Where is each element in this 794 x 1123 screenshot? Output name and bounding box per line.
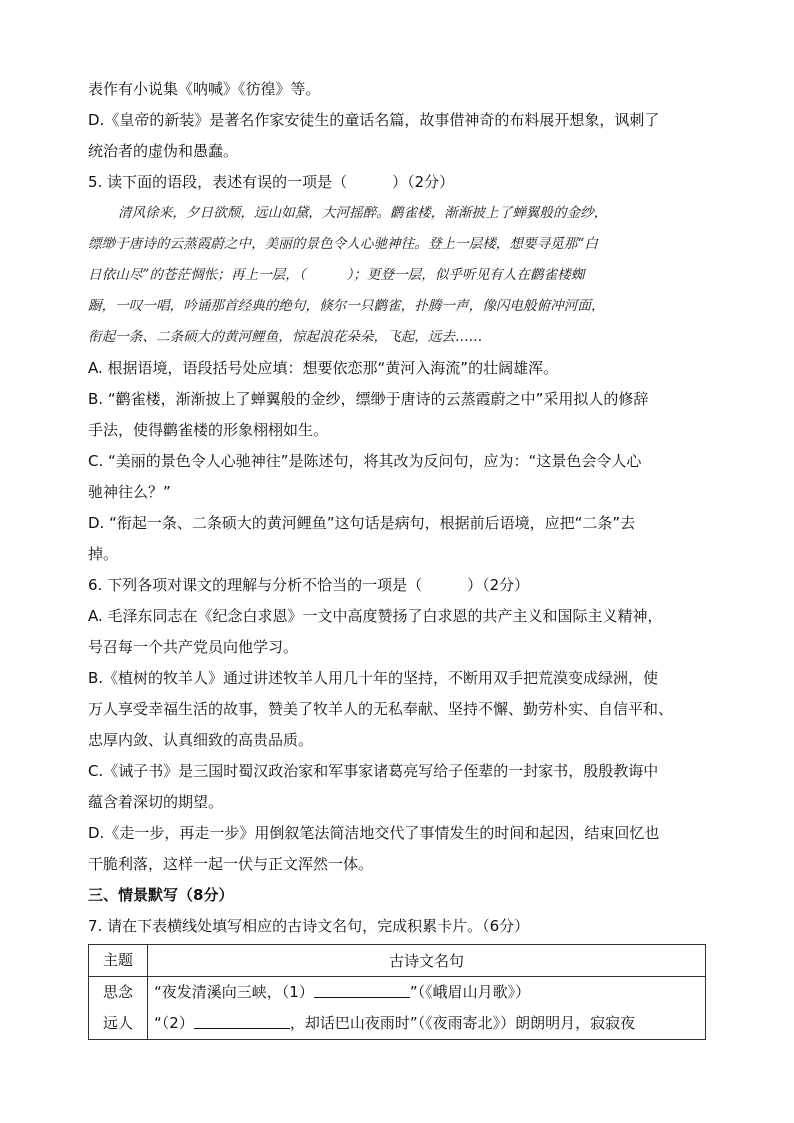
text-line: 驰神往么？” <box>88 483 171 501</box>
passage-line: 缥缈于唐诗的云蒸霞蔚之中，美丽的景色令人心驰神往。登上一层楼，想要寻觅那“白 <box>88 236 598 252</box>
text-line: 忠厚内敛、认真细致的高贵品质。 <box>88 731 314 749</box>
table-row <box>89 977 706 1040</box>
text-line: 统治者的虚伪和愚蠢。 <box>88 142 239 160</box>
question-5: 5. 读下面的语段，表述有误的一项是（ ）（2分） <box>88 173 455 191</box>
poem-text: ”（《峨眉山月歌》） <box>409 983 531 1001</box>
poem-text: “（2） <box>154 1014 194 1032</box>
header-lines: 古诗文名句 <box>148 945 706 977</box>
exam-page <box>88 74 706 1040</box>
passage-line: 蹰，一叹一唱，吟诵那首经典的绝句，倏尔一只鹳雀，扑腾一声，像闪电般俯冲河面， <box>88 298 605 314</box>
text-line: 掉。 <box>88 545 119 563</box>
passage-line: 清风徐来，夕日欲颓，远山如黛，大河摇醉。鹳雀楼，渐渐披上了蝉翼般的金纱， <box>118 205 608 221</box>
text-line: 手法，使得鹳雀楼的形象栩栩如生。 <box>88 421 329 439</box>
question-7: 7. 请在下表横线处填写相应的古诗文名句，完成积累卡片。（6分） <box>88 917 530 935</box>
text-line: 号召每一个共产党员向他学习。 <box>88 638 299 656</box>
theme-text: 思念 <box>102 983 133 1001</box>
header-theme: 主题 <box>89 945 148 977</box>
option-b-q6: B.《植树的牧羊人》通过讲述牧羊人用几十年的坚持，不断用双手把荒漠变成绿洲，使 <box>88 669 659 687</box>
text-line: 蕴含着深切的期望。 <box>88 793 224 811</box>
theme-cell <box>89 977 148 1040</box>
text-line: 干脆利落，这样一起一伏与正文浑然一体。 <box>88 855 374 873</box>
passage-line: 衔起一条、二条硕大的黄河鲤鱼，惊起浪花朵朵，飞起，远去…… <box>88 329 483 345</box>
text-line: 表作有小说集《呐喊》《彷徨》等。 <box>88 80 321 98</box>
option-d-q4: D.《皇帝的新装》是著名作家安徒生的童话名篇，故事借神奇的布料展开想象，讽刺了 <box>88 111 660 129</box>
poem-line <box>154 1008 699 1039</box>
poem-text: ，却话巴山夜雨时”（《夜雨寄北》）朗朗明月，寂寂夜 <box>289 1014 636 1032</box>
poetry-card-table <box>88 944 706 1040</box>
option-c-q5: C. “美丽的景色令人心驰神往”是陈述句，将其改为反问句，应为：“这景色会令人心 <box>88 452 642 470</box>
reading-passage <box>88 198 706 353</box>
option-b-q5: B. “鹳雀楼，渐渐披上了蝉翼般的金纱，缥缈于唐诗的云蒸霞蔚之中”采用拟人的修辞 <box>88 390 649 408</box>
option-c-q6: C.《诫子书》是三国时蜀汉政治家和军事家诸葛亮写给子侄辈的一封家书，殷殷教诲中 <box>88 762 659 780</box>
table-header-row <box>89 945 706 977</box>
lines-cell <box>148 977 706 1040</box>
passage-line: 日依山尽”的苍茫惆怅；再上一层，（ ）；更登一层，似乎听见有人在鹳雀楼蜘 <box>88 267 585 283</box>
fill-blank-2[interactable] <box>194 1013 290 1029</box>
poem-line <box>154 977 699 1008</box>
theme-text: 远人 <box>102 1014 133 1032</box>
poem-text: “夜发清溪向三峡，（1） <box>154 983 314 1001</box>
section-title: 三、情景默写（8分） <box>88 886 234 904</box>
option-a-q6: A. 毛泽东同志在《纪念白求恩》一文中高度赞扬了白求恩的共产主义和国际主义精神， <box>88 607 663 625</box>
option-d-q5: D. “衔起一条、二条硕大的黄河鲤鱼”这句话是病句，根据前后语境，应把“二条”去 <box>88 514 636 532</box>
text-line: 万人享受幸福生活的故事，赞美了牧羊人的无私奉献、坚持不懈、勤劳朴实、自信平和、 <box>88 700 674 718</box>
question-6: 6. 下列各项对课文的理解与分析不恰当的一项是（ ）（2分） <box>88 576 530 594</box>
option-a-q5: A. 根据语境，语段括号处应填：想要依恋那“黄河入海流”的壮阔雄浑。 <box>88 359 559 377</box>
fill-blank-1[interactable] <box>314 982 410 998</box>
option-d-q6: D.《走一步，再走一步》用倒叙笔法简洁地交代了事情发生的时间和起因，结束回忆也 <box>88 824 660 842</box>
